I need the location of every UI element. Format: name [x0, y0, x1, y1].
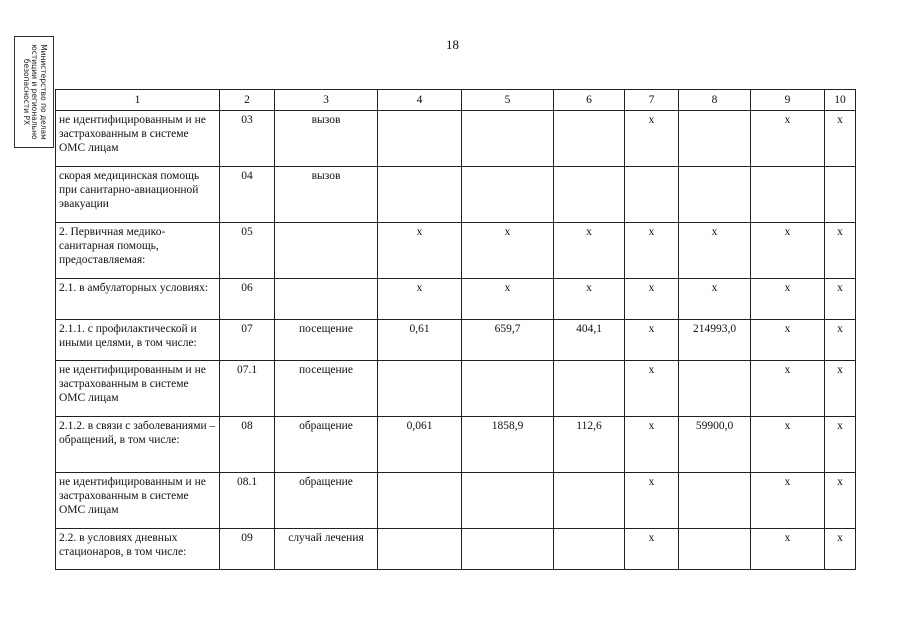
table-cell [462, 361, 554, 417]
table-cell: х [751, 223, 825, 279]
table-cell: 59900,0 [679, 417, 751, 473]
page-number: 18 [446, 37, 459, 52]
table-cell: х [378, 279, 462, 320]
table-cell [554, 111, 625, 167]
row-label: не идентифицированным и не застрахованным в системе ОМС лицам [56, 111, 220, 167]
table-cell: 1858,9 [462, 417, 554, 473]
column-header: 5 [462, 90, 554, 111]
registration-stamp [14, 36, 54, 148]
stamp-line: юстиции и регионально [30, 44, 40, 140]
table-row [56, 529, 856, 570]
table-cell: х [625, 279, 679, 320]
stamp-line: безопасности РХ [21, 58, 31, 126]
table-cell: х [751, 529, 825, 570]
table-row [56, 279, 856, 320]
table-cell: х [825, 417, 856, 473]
row-label: 2.2. в условиях дневных стационаров, в том числе: [56, 529, 220, 570]
row-code: 08 [220, 417, 275, 473]
table-cell [378, 473, 462, 529]
table-cell: х [751, 473, 825, 529]
table-row [56, 167, 856, 223]
table-cell: х [625, 111, 679, 167]
table-cell: х [462, 279, 554, 320]
table-cell: х [462, 223, 554, 279]
column-header: 9 [751, 90, 825, 111]
unit-cell: обращение [275, 417, 378, 473]
table-cell [825, 167, 856, 223]
table-cell [378, 529, 462, 570]
table-cell: х [625, 473, 679, 529]
table-row [56, 111, 856, 167]
table-cell [625, 167, 679, 223]
table-cell: 214993,0 [679, 320, 751, 361]
table-cell [462, 111, 554, 167]
table-cell [462, 529, 554, 570]
table-cell: х [751, 361, 825, 417]
table-cell: х [825, 111, 856, 167]
unit-cell: вызов [275, 111, 378, 167]
table-cell: х [378, 223, 462, 279]
stamp-line: Министерство по делам [38, 44, 48, 140]
unit-cell: вызов [275, 167, 378, 223]
table-cell [554, 529, 625, 570]
table-row [56, 361, 856, 417]
column-header: 3 [275, 90, 378, 111]
table-cell: 112,6 [554, 417, 625, 473]
table-cell: х [825, 529, 856, 570]
table-cell: х [825, 361, 856, 417]
column-header: 8 [679, 90, 751, 111]
row-label: 2.1. в амбулаторных условиях: [56, 279, 220, 320]
unit-cell: случай лечения [275, 529, 378, 570]
unit-cell: посещение [275, 320, 378, 361]
column-header: 2 [220, 90, 275, 111]
row-label: 2.1.1. с профилактической и иными целями, в том числе: [56, 320, 220, 361]
row-code: 08.1 [220, 473, 275, 529]
table-row [56, 223, 856, 279]
table-row [56, 473, 856, 529]
table-cell: х [625, 223, 679, 279]
row-code: 07 [220, 320, 275, 361]
column-header: 6 [554, 90, 625, 111]
column-header: 10 [825, 90, 856, 111]
row-label: 2.1.2. в связи с заболеваниями – обращений, в том числе: [56, 417, 220, 473]
table-cell [462, 167, 554, 223]
table-cell [751, 167, 825, 223]
table-cell: х [554, 279, 625, 320]
row-code: 09 [220, 529, 275, 570]
row-code: 07.1 [220, 361, 275, 417]
table-cell [554, 361, 625, 417]
row-code: 04 [220, 167, 275, 223]
table-cell [554, 167, 625, 223]
header-row [56, 90, 856, 111]
table-cell: 0,061 [378, 417, 462, 473]
row-code: 05 [220, 223, 275, 279]
row-code: 03 [220, 111, 275, 167]
row-label: не идентифицированным и не застрахованным в системе ОМС лицам [56, 473, 220, 529]
table-cell [679, 473, 751, 529]
table-row [56, 320, 856, 361]
unit-cell [275, 223, 378, 279]
unit-cell: посещение [275, 361, 378, 417]
table-row [56, 417, 856, 473]
table-cell [679, 167, 751, 223]
table-cell [378, 361, 462, 417]
table-cell: х [625, 417, 679, 473]
row-label: 2. Первичная медико-санитарная помощь, предоставляемая: [56, 223, 220, 279]
row-code: 06 [220, 279, 275, 320]
column-header: 4 [378, 90, 462, 111]
table-cell: 0,61 [378, 320, 462, 361]
column-header: 1 [56, 90, 220, 111]
table-cell [378, 111, 462, 167]
table-cell: х [679, 279, 751, 320]
table-cell: х [825, 320, 856, 361]
table-cell [679, 111, 751, 167]
table-cell [462, 473, 554, 529]
table-cell: х [751, 111, 825, 167]
table-cell [378, 167, 462, 223]
table-cell: х [554, 223, 625, 279]
table-cell [679, 529, 751, 570]
table-cell: 404,1 [554, 320, 625, 361]
table-cell: х [751, 279, 825, 320]
data-table [55, 89, 856, 570]
table-cell: х [679, 223, 751, 279]
table-cell: х [825, 279, 856, 320]
table-cell [679, 361, 751, 417]
column-header: 7 [625, 90, 679, 111]
table-cell [554, 473, 625, 529]
row-label: скорая медицинская помощь при санитарно-авиационной эвакуации [56, 167, 220, 223]
unit-cell: обращение [275, 473, 378, 529]
table-cell: х [625, 361, 679, 417]
table-cell: х [825, 473, 856, 529]
table-cell: х [751, 320, 825, 361]
row-label: не идентифицированным и не застрахованным в системе ОМС лицам [56, 361, 220, 417]
table-cell: х [625, 529, 679, 570]
table-cell: х [825, 223, 856, 279]
table-cell: х [625, 320, 679, 361]
table-cell: 659,7 [462, 320, 554, 361]
unit-cell [275, 279, 378, 320]
table-cell: х [751, 417, 825, 473]
